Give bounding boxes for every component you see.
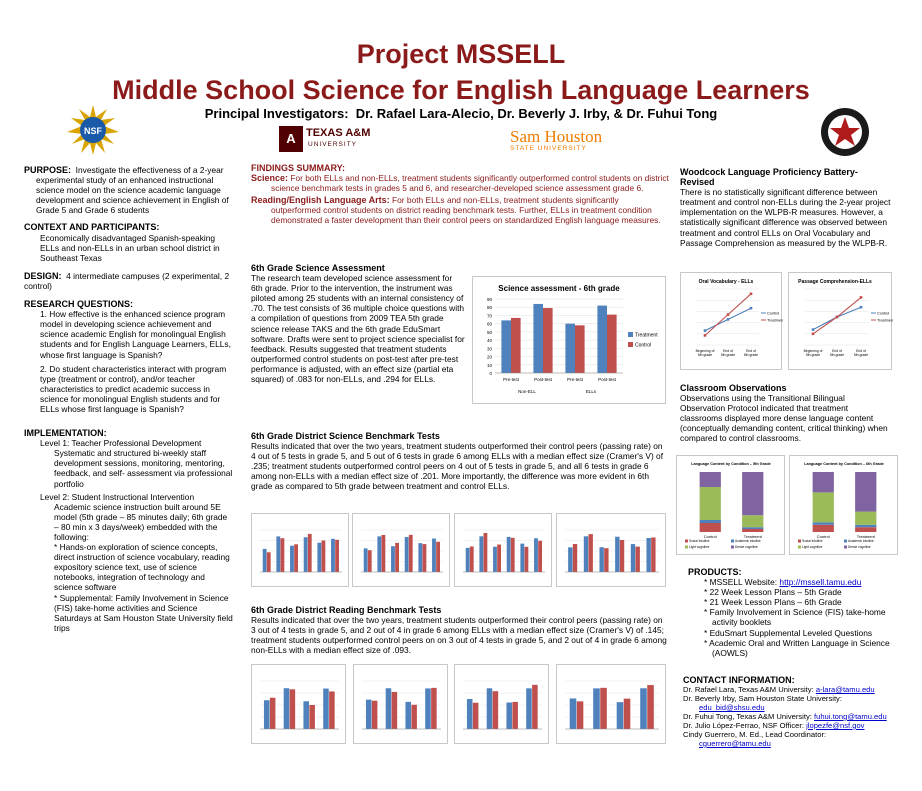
grade6-assessment-heading: 6th Grade Science Assessment — [251, 263, 385, 273]
bar — [526, 688, 532, 729]
science-benchmark-chart-nonell-6th — [556, 513, 666, 587]
bar — [409, 535, 413, 572]
bar — [364, 548, 368, 572]
legend-swatch — [731, 546, 734, 549]
implementation-heading: IMPLEMENTATION: — [24, 428, 107, 439]
stack-segment — [855, 525, 876, 527]
level2-text: Academic science instruction built around 5E model (5th grade – 85 minutes daily; 6th grade – 80 min x 3 days/week) embedded with the following: — [54, 501, 228, 542]
science-benchmark-chart-ell-5th — [251, 513, 349, 587]
x-tick-label: End of — [723, 349, 733, 353]
bar — [646, 538, 650, 572]
science-benchmark-chart-nonell-5th — [454, 513, 552, 587]
level2-heading: Level 2: Student Instructional Intervention — [40, 491, 195, 502]
stack-segment — [700, 523, 721, 532]
bar — [533, 304, 543, 373]
bar — [317, 543, 321, 572]
purpose-heading: PURPOSE: — [24, 165, 72, 175]
findings-heading: FINDINGS SUMMARY: — [251, 163, 345, 173]
contact-lopez: Dr. Julio López-Ferrao, NSF Officer: — [683, 721, 804, 730]
bar — [368, 550, 372, 572]
y-tick-label: 60 — [486, 321, 492, 327]
bar — [386, 688, 392, 729]
bar — [651, 537, 655, 572]
bar — [617, 702, 624, 729]
chart-title: Science assessment - 6th grade — [498, 284, 620, 293]
district-reading-heading: 6th Grade District Reading Benchmark Tests — [251, 605, 442, 615]
district-science-section — [251, 431, 669, 492]
legend-label: Social Intuitive — [802, 539, 823, 543]
legend-swatch — [844, 540, 847, 543]
bar — [436, 542, 440, 572]
series-line — [813, 297, 861, 333]
design-heading: DESIGN: — [24, 270, 62, 281]
stack-segment — [855, 512, 876, 525]
bar — [506, 702, 512, 729]
legend-label: Social Intuitive — [689, 539, 710, 543]
contact-irby-email[interactable]: edu_bid@shsu.edu — [699, 703, 765, 712]
stack-segment — [700, 487, 721, 520]
bar — [607, 315, 617, 373]
product-fis: * Family Involvement in Science (FIS) take-home activity booklets — [704, 607, 886, 628]
contact-guerrero: Cindy Guerrero, M. Ed., Lead Coordinator: — [683, 730, 827, 739]
bar — [647, 685, 654, 729]
y-tick-label: 20 — [486, 354, 492, 360]
grade6-assessment-text: The research team developed science assessment for 6th grade. Prior to the intervention, the instrument was piloted among 25 students with an internal consistency of .70. The test consists of 36 multiple choice questions with a compilation of questions from 2009 TEA 5th grade science release TAKS and the 6th grade EduSmart software. Drafts were sent to project science specialist for feedback. Results suggested that treatment students outperformed control students on post-test after pre-test performance is adjusted, with an effect size (partial eta squared) of .083 for non-ELLs, and .294 for ELLs. — [251, 273, 465, 385]
data-point — [727, 318, 730, 321]
bar — [331, 539, 335, 572]
svg-text:NSF: NSF — [84, 126, 102, 136]
x-tick-label: Beginning of — [803, 349, 823, 353]
products-section — [688, 567, 898, 658]
level1-text: Systematic and structured bi-weekly staff development sessions, monitoring, mentoring, feedback, and self- assessment via professional portfolio — [54, 448, 233, 489]
bar — [631, 544, 635, 572]
series-line — [813, 307, 861, 329]
bar — [575, 325, 585, 373]
x-tick-label: End of — [832, 349, 842, 353]
x-tick-label: Beginning of — [695, 349, 715, 353]
poster-subtitle: Middle School Science for English Language Learners — [112, 75, 810, 105]
y-tick-label: 10 — [486, 362, 492, 368]
bar — [534, 538, 538, 572]
bar — [479, 536, 483, 572]
bar — [620, 540, 624, 572]
bar — [405, 702, 411, 729]
reading-benchmark-chart-ell-6th — [353, 664, 448, 744]
woodcock-section — [680, 167, 892, 248]
bar — [470, 546, 474, 572]
data-point — [750, 307, 753, 310]
bar — [308, 534, 312, 572]
data-point — [704, 334, 707, 337]
contact-guerrero-email[interactable]: cguerrero@tamu.edu — [699, 739, 771, 748]
x-tick-label: 5th grade — [720, 353, 736, 357]
data-point — [860, 296, 863, 299]
legend-label: Light cognitive — [689, 545, 710, 549]
legend-swatch — [685, 546, 688, 549]
classroom-observations-text: Observations using the Transitional Bilingual Observation Protocol indicated that treatment classrooms displayed more dense language content (conceptually demanding content, critical thinking) when compared to control classrooms. — [680, 393, 888, 444]
bar — [604, 548, 608, 572]
bullet-hands-on: * Hands-on exploration of science concepts, direct instruction of science vocabulary, reading expository science text, use of science notebooks, integration of technology and science software — [54, 542, 230, 593]
bar — [303, 701, 309, 729]
bar — [276, 536, 280, 572]
stack-segment — [813, 472, 834, 492]
y-tick-label: 50 — [486, 329, 492, 335]
data-point — [836, 316, 839, 319]
x-tick-label: End of — [856, 349, 866, 353]
product-lesson-5th: * 22 Week Lesson Plans – 5th Grade — [704, 587, 842, 598]
x-tick-label: Treatment — [856, 534, 875, 539]
bar — [323, 689, 329, 729]
design-text: 4 intermediate campuses (2 experimental, 2 control) — [24, 270, 230, 291]
district-reading-section — [251, 605, 669, 655]
y-tick-label: 0 — [489, 371, 492, 376]
research-questions-heading: RESEARCH QUESTIONS: — [24, 299, 134, 310]
bar — [497, 545, 501, 572]
science-assessment-chart — [472, 276, 666, 404]
stack-segment — [742, 527, 763, 529]
data-point — [727, 313, 730, 316]
context-text: Economically disadvantaged Spanish-speaking ELLs and non-ELLs in an urban school district in Southeast Texas — [40, 232, 220, 263]
contact-lopez-email[interactable]: jlopezfe@nsf.gov — [806, 721, 865, 730]
level1-heading: Level 1: Teacher Professional Development — [40, 438, 202, 449]
bar — [640, 688, 647, 729]
bar — [589, 534, 593, 572]
bar — [411, 705, 417, 729]
bar — [423, 544, 427, 572]
findings-summary — [251, 163, 669, 226]
investigators-label: Principal Investigators: — [204, 106, 349, 121]
legend-swatch — [685, 540, 688, 543]
bar — [466, 548, 470, 572]
science-benchmark-chart-ell-6th — [352, 513, 450, 587]
bar — [294, 544, 298, 572]
legend-label: Treatment — [635, 332, 658, 339]
bar — [405, 537, 409, 572]
bar — [493, 691, 499, 729]
bar — [322, 540, 326, 572]
bar — [615, 537, 619, 572]
seal-logo — [820, 107, 870, 157]
legend-label: Treatment — [877, 318, 893, 323]
legend-swatch — [628, 332, 633, 337]
bar — [624, 699, 631, 729]
bullet-supplemental: * Supplemental: Family Involvement in Science (FIS) take-home activities and Science Saturdays at Sam Houston State University field trips — [54, 592, 233, 633]
data-point — [812, 333, 815, 336]
stack-segment — [813, 522, 834, 524]
contact-heading: CONTACT INFORMATION: — [683, 675, 795, 685]
reading-benchmark-chart-nonell-6th — [556, 664, 666, 744]
x-tick-label: Post-test — [534, 377, 552, 382]
x-tick-label: Post-test — [598, 377, 616, 382]
stack-segment — [742, 515, 763, 527]
bar — [473, 703, 479, 729]
y-tick-label: 40 — [486, 338, 492, 344]
x-tick-label: Pre-test — [503, 377, 519, 382]
group-label: ELLs — [585, 389, 597, 394]
reading-benchmark-chart-ell-5th — [251, 664, 346, 744]
bar — [565, 324, 575, 373]
stack-segment — [855, 472, 876, 512]
context-heading: CONTEXT AND PARTICIPANTS: — [24, 222, 160, 233]
legend-swatch — [844, 546, 847, 549]
x-tick-label: 6th grade — [743, 353, 759, 357]
bar — [366, 700, 372, 729]
bar — [599, 547, 603, 572]
bar — [281, 538, 285, 572]
bar — [493, 547, 497, 572]
bar — [418, 543, 422, 572]
stack-segment — [855, 527, 876, 532]
chart-title: Oral Vocabulary - ELLs — [698, 279, 754, 285]
stack-segment — [813, 525, 834, 532]
product-aowls: * Academic Oral and Written Language in Science (AOWLS) — [704, 637, 890, 658]
bar — [392, 692, 398, 729]
legend-label: Control — [877, 311, 890, 316]
bar — [372, 701, 378, 729]
x-tick-label: End of — [746, 349, 756, 353]
purpose-text: Investigate the effectiveness of a 2-year experimental study of an enhanced instructional science model on the science academic language development and science achievement in English of Grade 5 and Grade 6 students — [36, 165, 229, 216]
product-lesson-6th: * 21 Week Lesson Plans – 6th Grade — [704, 597, 842, 608]
nsf-logo — [66, 105, 120, 155]
data-point — [750, 293, 753, 296]
bar — [573, 544, 577, 572]
science-heading: Science: — [251, 173, 289, 184]
woodcock-text: There is no statistically significant difference between treatment and control non-ELLs during the 2-year project implementation on the WLPB-R measures. However, a statistically significant difference was observed between treatment and control ELLs on Oral Vocabulary and Passage Comprehension as measured by the WLPB-R. — [680, 187, 891, 248]
oral-vocabulary-chart — [680, 272, 782, 370]
bar — [511, 318, 521, 373]
investigators-names: Dr. Rafael Lara-Alecio, Dr. Beverly J. Irby, & Dr. Fuhui Tong — [355, 106, 718, 121]
bar — [264, 700, 270, 729]
data-point — [860, 306, 863, 309]
research-question-1: 1. How effective is the enhanced science program model in developing science achievement and science academic English for monolingual English students and for English Language Learners, ELLs, whose first language is Spanish? — [40, 309, 231, 360]
classroom-observations-heading: Classroom Observations — [680, 383, 787, 393]
bar — [570, 698, 577, 729]
legend-label: Treatment — [767, 318, 783, 323]
product-website: * MSSELL Website: — [704, 577, 778, 588]
bar — [304, 537, 308, 572]
legend-swatch — [798, 546, 801, 549]
principal-investigators — [0, 106, 922, 122]
bar — [377, 536, 381, 572]
poster-title: Project MSSELL — [356, 39, 566, 69]
legend-swatch — [628, 342, 633, 347]
stack-segment — [700, 472, 721, 487]
data-point — [704, 329, 707, 332]
legend-label: Control — [767, 311, 780, 316]
bar — [568, 547, 572, 572]
y-tick-label: 70 — [486, 313, 492, 319]
bar — [538, 541, 542, 572]
district-science-heading: 6th Grade District Science Benchmark Tests — [251, 431, 440, 441]
bar — [512, 702, 518, 729]
bar — [636, 547, 640, 572]
tamu-logo: A TEXAS A&M UNIVERSITY — [279, 126, 373, 154]
x-tick-label: 5th grade — [805, 353, 821, 357]
chart-title: Language Content by Condition – 5th Grade — [691, 462, 771, 466]
stack-segment — [742, 529, 763, 532]
stack-segment — [742, 472, 763, 515]
chart-title: Language Content by Condition – 6th Grade — [804, 462, 884, 466]
classroom-observations-section — [680, 383, 892, 444]
bar — [532, 685, 538, 729]
research-question-2: 2. Do student characteristics interact with program type (treatment or control), and/or teacher characteristics to predict academic success in science for monolingual English students and for ELLs whose first language is Spanish? — [40, 363, 227, 414]
left-column — [24, 165, 234, 633]
x-tick-label: Control — [703, 534, 717, 539]
reading-benchmark-chart-nonell-5th — [454, 664, 549, 744]
group-label: Non-ELL — [518, 389, 536, 394]
contact-tong-email[interactable]: fuhui.tong@tamu.edu — [814, 712, 887, 721]
y-tick-label: 30 — [486, 346, 492, 352]
bar — [432, 539, 436, 572]
bar — [501, 320, 511, 373]
contact-lara-email[interactable]: a-lara@tamu.edu — [815, 685, 875, 694]
bar — [593, 688, 600, 729]
products-heading: PRODUCTS: — [688, 567, 742, 577]
bar — [335, 540, 339, 572]
contact-irby: Dr. Beverly Irby, Sam Houston State University: — [683, 694, 842, 703]
legend-label: Academic intuitive — [735, 539, 761, 543]
bar — [520, 544, 524, 572]
bar — [329, 691, 335, 729]
bar — [484, 533, 488, 572]
legend-swatch — [731, 540, 734, 543]
product-edusmart: * EduSmart Supplemental Leveled Questions — [704, 627, 873, 638]
legend-label: Dense cognitive — [735, 545, 758, 549]
bar — [507, 537, 511, 572]
contact-tong: Dr. Fuhui Tong, Texas A&M University: — [683, 712, 812, 721]
woodcock-heading: Woodcock Language Proficiency Battery-Revised — [680, 167, 858, 188]
language-content-5th-chart — [676, 455, 785, 555]
bar — [263, 549, 267, 572]
bar — [267, 552, 271, 572]
bar — [425, 688, 431, 729]
contact-lara: Dr. Rafael Lara, Texas A&M University: — [683, 685, 814, 694]
bar — [543, 308, 553, 373]
x-tick-label: Treatment — [743, 534, 762, 539]
bar — [577, 701, 584, 729]
y-tick-label: 80 — [486, 305, 492, 311]
bar — [290, 689, 296, 729]
x-tick-label: Control — [816, 534, 830, 539]
bar — [487, 688, 493, 729]
bar — [270, 698, 276, 729]
bar — [395, 543, 399, 572]
district-science-text: Results indicated that over the two years, treatment students outperformed their control peers (passing rate) on 4 out of 5 tests in grade 5, and 5 out of 6 tests in grade 6 among ELLs with a median effect size (Cramer's V) of .235; treatment students outperformed control peers on 4 out of 5 tests in grade 5, and all 6 tests in grade 6 among non-ELLs with a median effect size of .201. More importantly, the difference was more evident in 6th grade as compared to 5th grade between treatment and control ELLs. — [251, 441, 664, 492]
rela-text: For both ELLs and non-ELLs, treatment students significantly outperformed control students on district reading benchmark tests. Further, ELLs in treatment condition demonstrated a faster development than their control peers on standardized English language measures. — [271, 195, 661, 226]
legend-label: Dense cognitive — [848, 545, 871, 549]
bar — [600, 688, 607, 729]
grade6-assessment-section — [251, 263, 466, 384]
stack-segment — [700, 520, 721, 523]
shsu-logo: Sam Houston STATE UNIVERSITY — [510, 127, 603, 152]
bar — [290, 546, 294, 572]
x-tick-label: 5th grade — [697, 353, 713, 357]
legend-label: Light cognitive — [802, 545, 823, 549]
bar — [382, 535, 386, 572]
passage-comprehension-chart — [788, 272, 892, 370]
contact-section — [683, 676, 898, 748]
bar — [597, 306, 607, 373]
x-tick-label: 6th grade — [853, 353, 869, 357]
bar — [511, 538, 515, 572]
bar — [391, 546, 395, 572]
district-reading-text: Results indicated that over the two years, treatment students outperformed their control peers (passing rate) on 3 out of 4 tests in grade 5, and 2 out of 4 in grade 6 among ELLs with a median effect size (Cramer's V) of .145; treatment students outperformed control peers on on 3 out of 4 tests in grade 5, and 2 out of 4 in grade 6 among non-ELLs with a median effect size of .093. — [251, 615, 667, 656]
science-text: For both ELLs and non-ELLs, treatment students significantly outperformed control students on district science benchmark tests in grades 5 and 6, and researcher-developed science assessment grade 6. — [271, 173, 669, 194]
bar — [431, 688, 437, 729]
stack-segment — [813, 492, 834, 522]
bar — [525, 547, 529, 572]
x-tick-label: 5th grade — [829, 353, 845, 357]
legend-swatch — [798, 540, 801, 543]
x-tick-label: Pre-test — [567, 377, 583, 382]
bar — [309, 705, 315, 729]
rela-heading: Reading/English Language Arts: — [251, 195, 390, 206]
bar — [284, 688, 290, 729]
bar — [467, 699, 473, 729]
language-content-6th-chart — [789, 455, 898, 555]
bar — [584, 536, 588, 572]
legend-label: Academic intuitive — [848, 539, 874, 543]
chart-title: Passage Comprehension-ELLs — [798, 279, 872, 285]
data-point — [812, 328, 815, 331]
y-tick-label: 90 — [486, 297, 492, 302]
mssell-website-link[interactable]: http://mssell.tamu.edu — [779, 577, 862, 588]
legend-label: Control — [635, 342, 652, 349]
